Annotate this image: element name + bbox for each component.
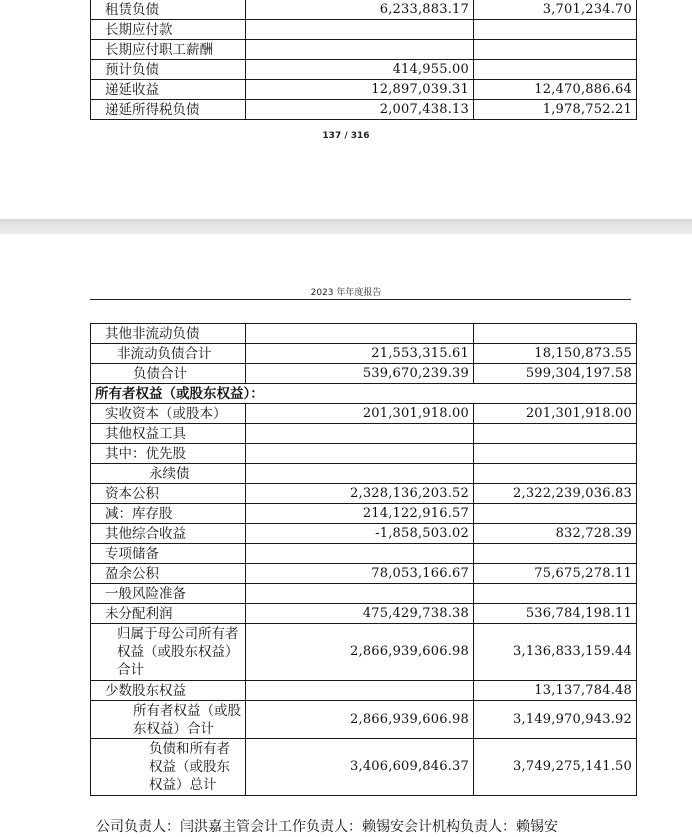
table-row [91,60,637,80]
row-label: 永续债 [91,464,246,484]
table-row [91,80,637,100]
table-row [91,424,637,444]
row-label: 其他权益工具 [91,424,246,444]
row-label: 一般风险准备 [91,584,246,604]
previous-period-value: 536,784,198.11 [474,604,637,624]
previous-period-value: 18,150,873.55 [474,344,637,364]
previous-period-value: 201,301,918.00 [474,404,637,424]
table-row [91,484,637,504]
table-row [91,384,637,404]
row-label: 盈余公积 [91,564,246,584]
previous-period-value [474,464,637,484]
previous-period-value [474,324,637,344]
table-row [91,584,637,604]
row-label: 实收资本（或股本） [91,404,246,424]
report-page-137 [0,0,692,219]
row-label: 所有者权益（或股东权益）： [91,384,637,404]
row-label: 负债合计 [91,364,246,384]
table-row [91,40,637,60]
previous-period-value [474,20,637,40]
row-label: 非流动负债合计 [91,344,246,364]
previous-period-value [474,504,637,524]
current-period-value [246,444,474,464]
previous-period-value [474,584,637,604]
previous-period-value: 2,322,239,036.83 [474,484,637,504]
row-label: 负债和所有者权益（或股东权益）总计 [91,739,246,796]
current-period-value: 78,053,166.67 [246,564,474,584]
current-period-value [246,40,474,60]
balance-sheet-table-bottom [90,323,637,796]
table-row [91,20,637,40]
previous-period-value: 599,304,197.58 [474,364,637,384]
table-row [91,544,637,564]
row-label: 递延所得税负债 [91,100,246,120]
table-row [91,681,637,701]
row-label: 长期应付款 [91,20,246,40]
row-label: 专项储备 [91,544,246,564]
row-label: 少数股东权益 [91,681,246,701]
row-label: 资本公积 [91,484,246,504]
previous-period-value: 75,675,278.11 [474,564,637,584]
previous-period-value: 3,749,275,141.50 [474,739,637,796]
current-period-value: 2,866,939,606.98 [246,701,474,739]
table-row [91,364,637,384]
row-label: 租赁负债 [91,0,246,20]
current-period-value: -1,858,503.02 [246,524,474,544]
previous-period-value: 3,701,234.70 [474,0,637,20]
header-rule [90,299,631,300]
current-period-value: 2,866,939,606.98 [246,624,474,681]
current-period-value: 201,301,918.00 [246,404,474,424]
signature-line: 公司负责人：闫洪嘉主管会计工作负责人：赖锡安会计机构负责人：赖锡安 [96,819,558,835]
previous-period-value [474,544,637,564]
current-period-value [246,324,474,344]
current-period-value: 414,955.00 [246,60,474,80]
table-row [91,100,637,120]
previous-period-value: 1,978,752.21 [474,100,637,120]
table-row [91,504,637,524]
running-header: 2023 年年度报告 [310,288,382,298]
current-period-value: 539,670,239.39 [246,364,474,384]
previous-period-value: 832,728.39 [474,524,637,544]
row-label: 其中：优先股 [91,444,246,464]
table-row [91,344,637,364]
table-row [91,624,637,681]
row-label: 预计负债 [91,60,246,80]
balance-sheet-table-top [90,0,637,120]
page-number: 137 / 316 [322,131,370,141]
page-separator [0,219,692,234]
table-row [91,739,637,796]
row-label: 长期应付职工薪酬 [91,40,246,60]
table-row [91,524,637,544]
current-period-value [246,681,474,701]
current-period-value: 2,007,438.13 [246,100,474,120]
row-label: 减：库存股 [91,504,246,524]
row-label: 未分配利润 [91,604,246,624]
table-row [91,564,637,584]
current-period-value [246,544,474,564]
current-period-value: 3,406,609,846.37 [246,739,474,796]
row-label: 其他综合收益 [91,524,246,544]
current-period-value: 21,553,315.61 [246,344,474,364]
previous-period-value: 13,137,784.48 [474,681,637,701]
previous-period-value: 3,149,970,943.92 [474,701,637,739]
previous-period-value [474,444,637,464]
row-label: 所有者权益（或股东权益）合计 [91,701,246,739]
current-period-value [246,424,474,444]
previous-period-value [474,60,637,80]
previous-period-value [474,40,637,60]
table-row [91,701,637,739]
previous-period-value: 3,136,833,159.44 [474,624,637,681]
previous-period-value: 12,470,886.64 [474,80,637,100]
current-period-value: 214,122,916.57 [246,504,474,524]
table-row [91,444,637,464]
current-period-value: 12,897,039.31 [246,80,474,100]
current-period-value [246,20,474,40]
current-period-value [246,584,474,604]
row-label: 递延收益 [91,80,246,100]
row-label: 归属于母公司所有者权益（或股东权益）合计 [91,624,246,681]
previous-period-value [474,424,637,444]
table-row [91,324,637,344]
current-period-value: 6,233,883.17 [246,0,474,20]
table-row [91,404,637,424]
table-row [91,464,637,484]
current-period-value: 2,328,136,203.52 [246,484,474,504]
table-row [91,604,637,624]
table-row [91,0,637,20]
current-period-value: 475,429,738.38 [246,604,474,624]
current-period-value [246,464,474,484]
row-label: 其他非流动负债 [91,324,246,344]
